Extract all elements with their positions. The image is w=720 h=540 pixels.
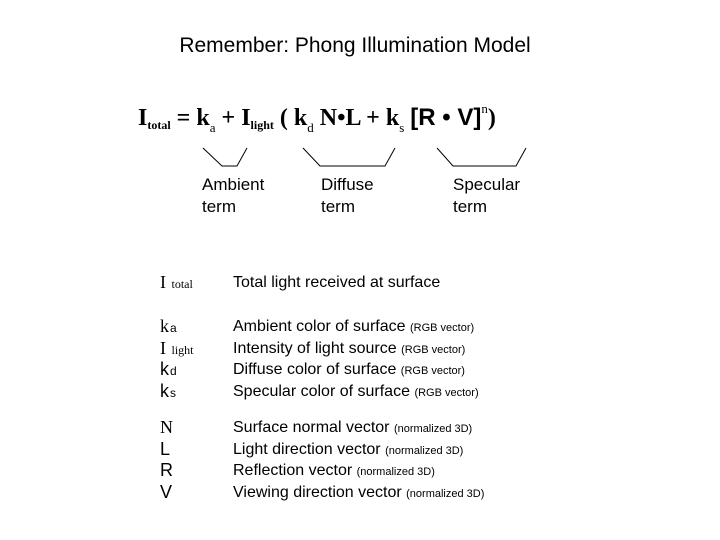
eq-i: I [138, 105, 148, 131]
description-n [233, 417, 484, 439]
description-note: (RGB vector) [409, 322, 475, 334]
ambient-line-1: Ambient [202, 175, 265, 194]
description-text: Intensity of light source [233, 339, 397, 357]
symbol-letter: L [160, 438, 171, 459]
symbol-i-light [160, 338, 194, 360]
eq-plus-2: + [366, 105, 380, 131]
eq-i-light: I [241, 105, 251, 131]
symbol-column-group-1 [160, 272, 193, 294]
eq-k-specular: k [385, 105, 400, 131]
symbol-subscript: d [170, 364, 177, 378]
symbol-letter: k [160, 316, 169, 336]
ambient-term-label [202, 173, 264, 216]
phong-equation [138, 94, 496, 143]
description-ka [233, 316, 479, 338]
diffuse-bracket [303, 148, 395, 166]
description-text: Diffuse color of surface [233, 361, 397, 378]
symbol-subscript: total [171, 277, 193, 291]
description-r [233, 460, 484, 482]
symbol-ka [160, 316, 194, 338]
specular-bracket [437, 148, 526, 166]
symbol-subscript: light [171, 342, 194, 357]
eq-sub-d: d [307, 120, 314, 135]
description-text: Ambient color of surface [233, 318, 406, 335]
symbol-letter: N [160, 417, 173, 437]
symbol-subscript: a [170, 321, 177, 335]
description-column-group-3 [233, 417, 484, 503]
eq-equals: = [176, 105, 191, 131]
description-text: Surface normal vector [233, 419, 390, 436]
symbol-letter: k [160, 359, 169, 379]
symbol-r [160, 460, 173, 482]
eq-sub-a: a [209, 120, 216, 135]
symbol-letter: I [160, 337, 166, 358]
symbol-i-total [160, 272, 193, 294]
symbol-letter: I [160, 272, 166, 292]
description-text: Total light received at surface [233, 274, 441, 291]
eq-n-dot-l: N•L [319, 105, 361, 131]
symbol-n [160, 417, 173, 439]
description-note: (RGB vector) [414, 386, 479, 399]
page-title: Remember: Phong Illumination Model [179, 34, 531, 57]
symbol-column-group-3 [160, 417, 173, 503]
symbol-kd [160, 359, 194, 381]
diffuse-term-label [321, 173, 374, 216]
description-note: (normalized 3D) [385, 444, 464, 457]
symbol-letter: V [160, 481, 173, 502]
description-note: (normalized 3D) [356, 466, 435, 478]
eq-sup-n: n [481, 101, 488, 116]
description-ks [233, 381, 479, 403]
description-kd [233, 359, 479, 381]
symbol-l [160, 439, 173, 461]
eq-sub-total: total [147, 118, 171, 132]
eq-open-paren: ( [279, 105, 288, 131]
description-v [233, 482, 484, 504]
description-l [233, 439, 484, 461]
ambient-bracket [203, 148, 247, 166]
description-text: Light direction vector [233, 440, 381, 458]
description-column-group-1 [233, 272, 440, 294]
symbol-letter: R [160, 460, 173, 480]
symbol-column-group-2 [160, 316, 194, 402]
description-i-total [233, 272, 440, 294]
description-note: (normalized 3D) [406, 487, 485, 500]
eq-k-ambient: k [196, 105, 210, 131]
eq-r-dot-v: [R • V] [410, 104, 482, 131]
symbol-subscript: s [170, 385, 176, 400]
eq-close-paren: ) [487, 105, 496, 131]
eq-sub-light: light [250, 118, 274, 132]
ambient-line-2: term [202, 196, 236, 216]
description-text: Viewing direction vector [233, 483, 402, 501]
description-text: Specular color of surface [233, 382, 410, 400]
eq-k-diffuse: k [293, 105, 308, 131]
symbol-ks [160, 381, 194, 403]
diffuse-line-1: Diffuse [321, 175, 374, 194]
description-text: Reflection vector [233, 462, 353, 479]
description-i-light [233, 338, 479, 360]
description-note: (RGB vector) [401, 343, 466, 356]
specular-line-2: term [453, 196, 487, 216]
specular-line-1: Specular [453, 175, 521, 194]
symbol-letter: k [160, 380, 169, 401]
eq-sub-s: s [399, 120, 405, 135]
symbol-v [160, 482, 173, 504]
eq-plus-1: + [221, 105, 236, 131]
description-note: (normalized 3D) [393, 423, 473, 435]
description-column-group-2 [233, 316, 479, 402]
description-note: (RGB vector) [400, 365, 465, 377]
diffuse-line-2: term [321, 196, 355, 216]
specular-term-label [453, 173, 520, 216]
